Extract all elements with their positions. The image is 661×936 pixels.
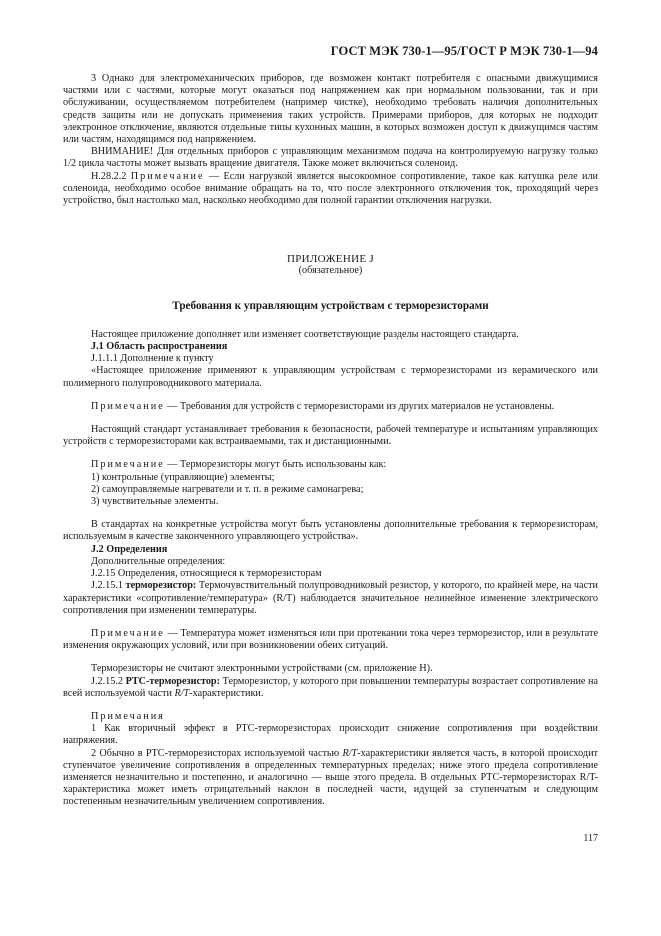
page-content	[63, 73, 598, 809]
term: терморезистор:	[125, 580, 197, 592]
page-number: 117	[583, 833, 598, 844]
appendix-subtitle: (обязательное)	[298, 265, 363, 277]
clause-number: J.2.15.1	[91, 580, 123, 592]
note-2	[63, 459, 598, 471]
definition-text: Терморезистор, у которого при повышении температуры возрастает сопротивление на всей используемой части	[63, 675, 598, 699]
section-j2-title	[63, 544, 598, 556]
list-item: 3) чувствительные элементы.	[91, 496, 219, 508]
note-2-label: Примечание	[91, 459, 165, 471]
running-header: ГОСТ МЭК 730-1—95/ГОСТ Р МЭК 730-1—94	[330, 44, 598, 58]
note-item: 1 Как вторичный эффект в PTC-терморезисторах происходит снижение сопротивления при воздействии напряжения.	[63, 723, 598, 747]
note-1-label: Примечание	[91, 400, 165, 412]
note-text: — Если нагрузкой является высокоомное сопротивление, такое как катушка реле или соленоида, необходимо особое внимание обращать на то, что после электронного отключения ток, проходящий через устройство, был настолько мал, насколько необходимо для полной гарантии отключения нагрузки.	[63, 170, 599, 207]
note-label: Примечание	[130, 170, 205, 182]
section-j1-title-text: J.1 Область распространения	[91, 341, 228, 353]
notes-label: Примечания	[91, 710, 165, 722]
rt-symbol: R/T	[342, 747, 358, 759]
note-item	[63, 748, 598, 809]
paragraph-h28-2-2	[63, 171, 598, 208]
term: PTC-терморезистор:	[125, 675, 220, 687]
rt-symbol: R/T	[174, 687, 190, 699]
definition-text: Термочувствительный полупроводниковый резистор, у которого, по крайней мере, на части характеристики «сопротивление/температура» (R/T) наблюдается значительное нелинейное изменение электрического сопротивления при изменении температуры.	[63, 580, 598, 616]
intro-paragraph: Настоящее приложение дополняет или изменяет соответствующие разделы настоящего стандарта.	[91, 328, 519, 340]
warning-text: Для отдельных приборов с управляющим механизмом подача на контролируемую нагрузку только	[157, 146, 599, 158]
clause-j111: J.1.1.1 Дополнение к пункту	[91, 353, 214, 365]
fraction: 1/2	[63, 158, 77, 170]
paragraph-scope: Настоящий стандарт устанавливает требования к безопасности, рабочей температуре и испытаниям управляющих устройств с терморезисторами как встраиваемыми, так и дистанционными.	[63, 424, 598, 448]
note-2-text: — Терморезисторы могут быть использованы как:	[167, 459, 387, 471]
quote-paragraph: «Настоящее приложение применяют к управляющим устройствам с терморезисторами из керамического или полимерного полупроводникового материала.	[63, 365, 598, 389]
paragraph-not-electronic: Терморезисторы не считают электронными устройствами (см. приложение H).	[91, 663, 433, 675]
clause-number: H.28.2.2	[91, 170, 127, 182]
paragraph-note-3: 3 Однако для электромеханических приборов, где возможен контакт потребителя с опасными движущимися частями или с частями, которые могут оказаться под напряжением как при нормальном пользовании, так и при обслуживании, осуществляемом потребителем (например чистке), необходимо требовать наличия дополнительных средств защиты или не допускать применения таких устройств. Примерами приборов, для которых не подходит электронное отключение, являются отдельные типы кухонных машин, в которых возможен доступ к движущимся частям или частям, находящимся под напряжением.	[63, 73, 598, 146]
warning-label: ВНИМАНИЕ!	[91, 146, 154, 158]
list-item: 2) самоуправляемые нагреватели и т. п. в режиме самонагрева;	[91, 483, 364, 495]
list-item: 1) контрольные (управляющие) элементы;	[91, 471, 275, 483]
appendix-title: ПРИЛОЖЕНИЕ J	[287, 253, 374, 266]
note-1-text: — Требования для устройств с терморезисторами из других материалов не установлены.	[167, 400, 555, 412]
note-3-text: — Температура может изменяться или при протекании тока через терморезистор, или в результате изменения окружающих условий, или при возникновении обеих ситуаций.	[63, 627, 599, 652]
note-text-tail: -характеристики является часть, в которой происходит ступенчатое увеличение сопротивления в определенных температурных пределах; ниже этого предела сопротивление изменяется незначительно и постепенно, и аналогично — выше этого предела. В отдельных PTC-терморезисторах R/T-характеристика может иметь отрицательный наклон в последней части, идущей за ступенчатым и следующим постепенным незначительным увеличением сопротивления.	[63, 747, 598, 808]
note-3-label: Примечание	[91, 627, 165, 639]
note-1	[63, 401, 598, 413]
section-j2-title-text: J.2 Определения	[91, 543, 168, 555]
appendix-heading: Требования к управляющим устройствам с терморезисторами	[172, 299, 489, 312]
note-3	[63, 628, 598, 652]
clause-j215: J.2.15 Определения, относящиеся к терморезисторам	[91, 568, 322, 580]
warning-tail: цикла частоты может вызвать вращение двигателя. Также может включиться соленоид.	[78, 158, 458, 170]
section-j1-title	[63, 341, 598, 353]
clause-number: J.2.15.2	[91, 675, 123, 687]
paragraph-warning	[63, 146, 598, 170]
definition-tail: -характеристики.	[189, 687, 264, 699]
definition-ptc	[63, 676, 598, 700]
definitions-intro: Дополнительные определения:	[91, 555, 226, 567]
definition-thermistor	[63, 580, 598, 617]
note-text: 2 Обычно в PTC-терморезисторах используемой частью	[91, 747, 340, 759]
paragraph-standards: В стандартах на конкретные устройства могут быть установлены дополнительные требования к терморезисторам, используемым в качестве законченного управляющего устройства».	[63, 519, 598, 543]
